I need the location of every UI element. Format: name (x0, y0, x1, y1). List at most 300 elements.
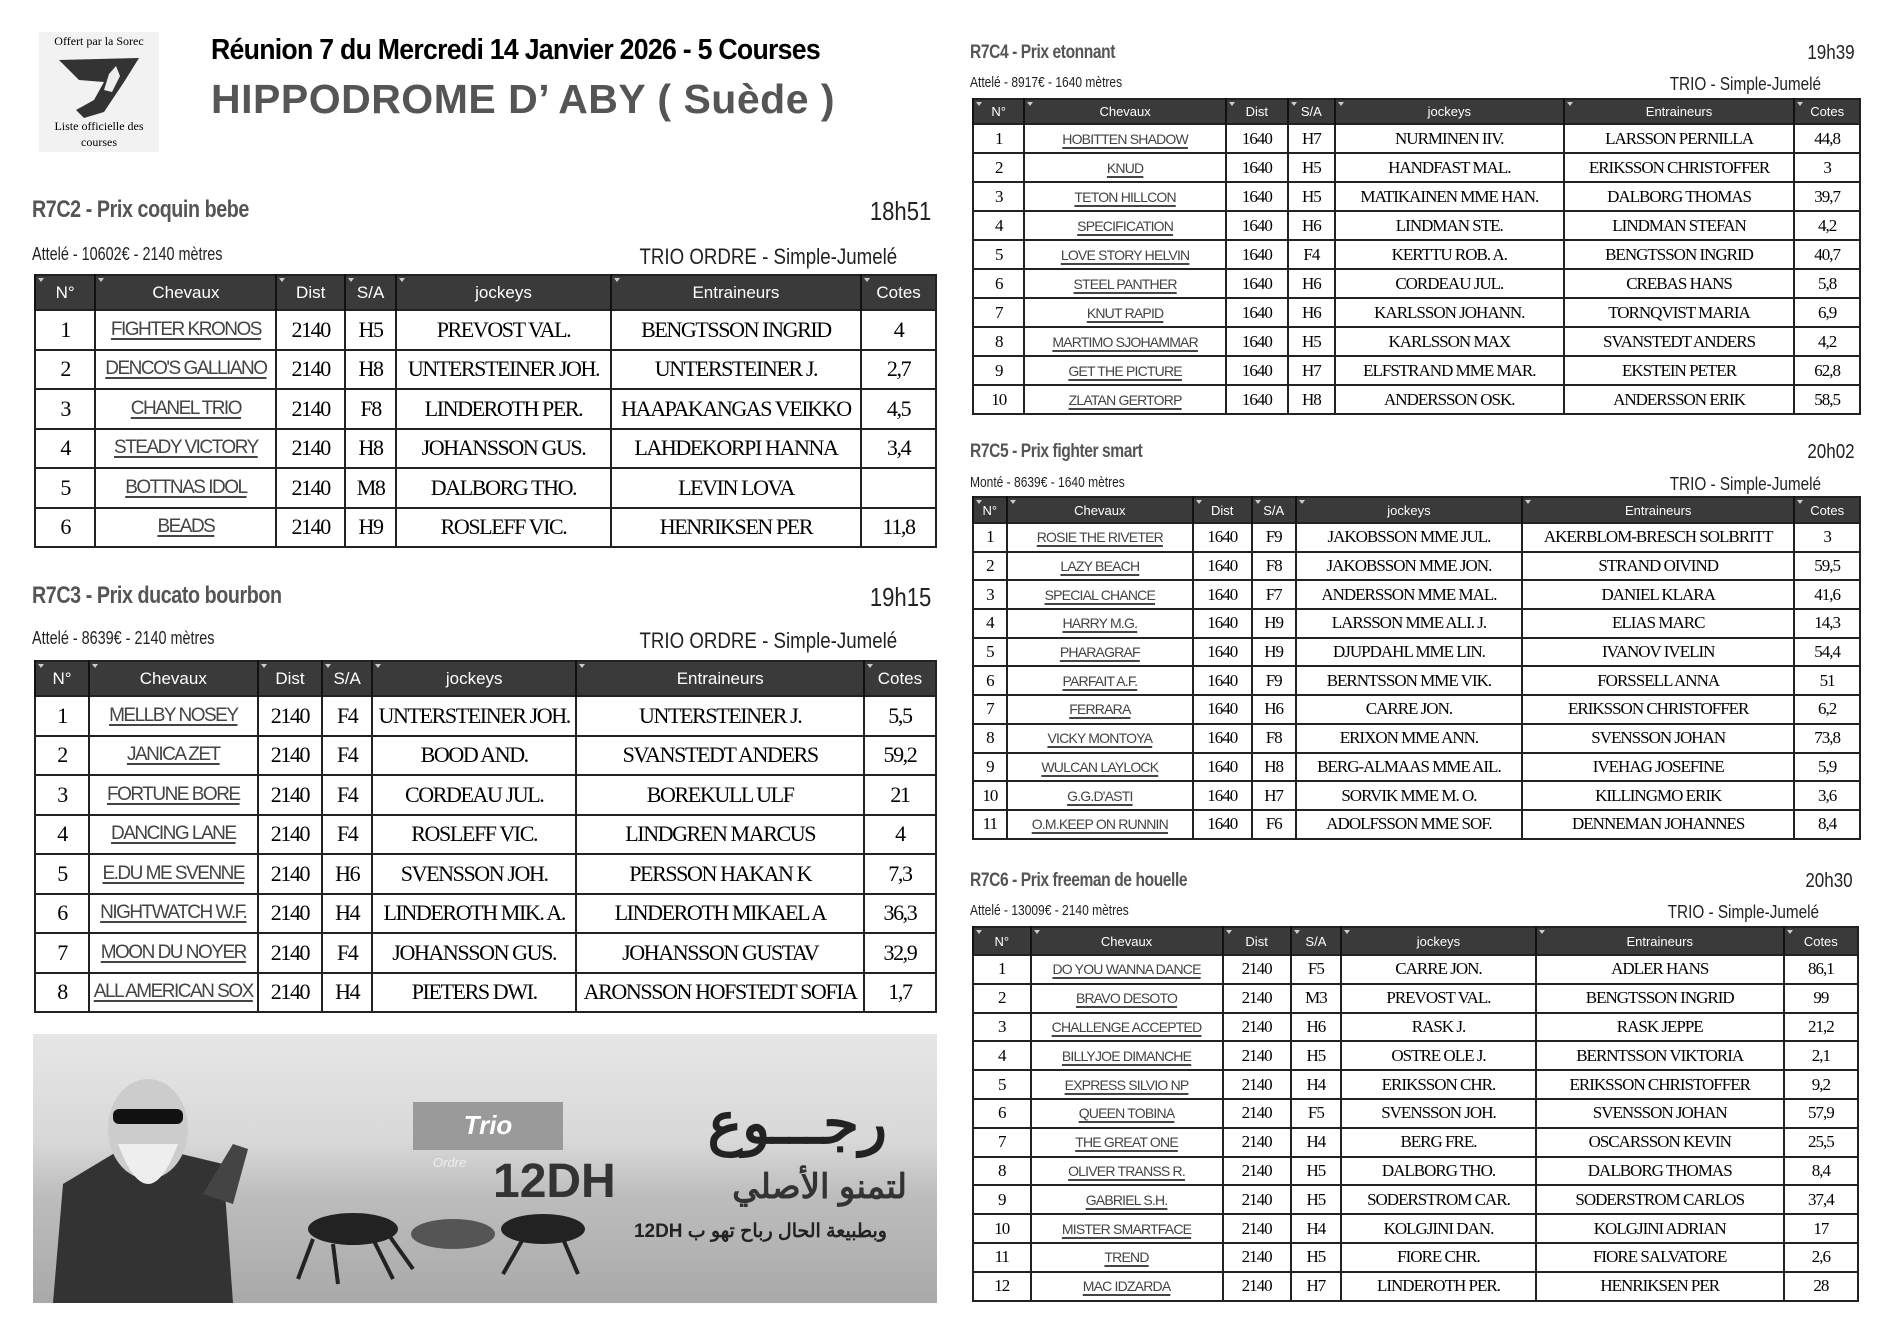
cell-num: 1 (973, 955, 1031, 984)
cell-trainer: BENGTSSON INGRID (1564, 240, 1795, 269)
cell-sa: F6 (1252, 810, 1296, 839)
cell-odds: 73,8 (1794, 724, 1860, 753)
cell-horse (1031, 955, 1223, 984)
cell-sa: H6 (1288, 298, 1335, 327)
table-row (973, 984, 1858, 1013)
cell-sa: H5 (1288, 327, 1335, 356)
cell-horse (89, 775, 257, 815)
horse-link[interactable]: ALL AMERICAN SOX (93, 981, 253, 1003)
banner-headline: رجـــوع (707, 1091, 887, 1156)
cell-sa: H7 (1252, 781, 1296, 810)
cell-dist: 2140 (1223, 1041, 1291, 1070)
trio-board: Trio (413, 1102, 563, 1150)
runners-table (972, 926, 1859, 1302)
horse-link[interactable]: STEADY VICTORY (114, 437, 258, 459)
table-row (973, 1070, 1858, 1099)
table-row (973, 298, 1860, 327)
horse-link[interactable]: DANCING LANE (111, 823, 236, 845)
cell-horse (1007, 724, 1193, 753)
cell-horse (1007, 523, 1193, 552)
table-row (973, 552, 1860, 581)
cell-jockey: SORVIK MME M. O. (1296, 781, 1522, 810)
cell-dist: 1640 (1193, 580, 1252, 609)
table-row (973, 580, 1860, 609)
horse-link[interactable]: PARFAIT A.F. (1062, 672, 1138, 689)
table-row (973, 781, 1860, 810)
column-header-jockey[interactable]: jockeys (1296, 497, 1522, 523)
horse-link[interactable]: MAC IDZARDA (1082, 1278, 1171, 1295)
horse-link[interactable]: STEEL PANTHER (1073, 275, 1177, 292)
cell-num: 5 (973, 1070, 1031, 1099)
cell-jockey: ELFSTRAND MME MAR. (1335, 356, 1564, 385)
cell-trainer: AKERBLOM-BRESCH SOLBRITT (1522, 523, 1794, 552)
column-header-dist[interactable]: Dist (258, 661, 323, 696)
table-row (973, 753, 1860, 782)
cell-odds: 11,8 (861, 508, 936, 548)
cell-horse (95, 350, 276, 390)
cell-num: 4 (35, 815, 89, 855)
horse-link[interactable]: DO YOU WANNA DANCE (1052, 961, 1201, 978)
race-time: 19h15 (869, 582, 931, 612)
column-header-num[interactable]: N° (35, 275, 95, 310)
promo-banner (33, 1034, 937, 1303)
column-header-horse[interactable]: Chevaux (95, 275, 276, 310)
cell-trainer: BENGTSSON INGRID (1536, 984, 1784, 1013)
horse-link[interactable]: CHANEL TRIO (130, 397, 241, 419)
table-row (35, 350, 936, 390)
column-header-sa[interactable]: S/A (345, 275, 396, 310)
table-row (35, 775, 936, 815)
cell-jockey: JAKOBSSON MME JUL. (1296, 523, 1522, 552)
cell-dist: 1640 (1226, 298, 1288, 327)
horse-link[interactable]: SPECIFICATION (1077, 217, 1174, 234)
cell-trainer: ERIKSSON CHRISTOFFER (1536, 1070, 1784, 1099)
horse-link[interactable]: OLIVER TRANSS R. (1068, 1162, 1185, 1179)
table-row (35, 310, 936, 350)
cell-trainer: FIORE SALVATORE (1536, 1243, 1784, 1272)
cell-jockey: DALBORG THO. (1341, 1157, 1536, 1186)
column-header-trainer[interactable]: Entraineurs (576, 661, 863, 696)
horse-link[interactable]: ZLATAN GERTORP (1068, 391, 1182, 408)
cell-num: 10 (973, 385, 1024, 414)
cell-jockey: KARLSSON MAX (1335, 327, 1564, 356)
cell-dist: 1640 (1193, 552, 1252, 581)
cell-sa: F8 (1252, 552, 1296, 581)
cell-trainer: DANIEL KLARA (1522, 580, 1794, 609)
horse-link[interactable]: MOON DU NOYER (100, 941, 246, 963)
logo-bottom-text: Liste officielle des courses (54, 119, 144, 149)
cell-num: 3 (35, 775, 89, 815)
cell-jockey: KOLGJINI DAN. (1341, 1214, 1536, 1243)
horse-link[interactable]: G.G.D'ASTI (1067, 787, 1133, 804)
cell-jockey: ERIXON MME ANN. (1296, 724, 1522, 753)
horse-link[interactable]: MARTIMO SJOHAMMAR (1052, 333, 1198, 350)
horse-link[interactable]: CHALLENGE ACCEPTED (1051, 1018, 1202, 1035)
cell-num: 7 (35, 933, 89, 973)
column-header-dist[interactable]: Dist (1223, 927, 1291, 955)
race-info: Attelé - 8639€ - 2140 mètres (32, 628, 215, 648)
horse-link[interactable]: KNUT RAPID (1086, 304, 1164, 321)
cell-trainer: CREBAS HANS (1564, 269, 1795, 298)
column-header-horse[interactable]: Chevaux (1024, 99, 1225, 124)
cell-dist: 2140 (1223, 1157, 1291, 1186)
column-header-jockey[interactable]: jockeys (396, 275, 610, 310)
race-title: R7C4 - Prix etonnant (970, 42, 1116, 63)
cell-sa: H6 (322, 854, 372, 894)
horse-link[interactable]: WULCAN LAYLOCK (1041, 758, 1159, 775)
horse-link[interactable]: LOVE STORY HELVIN (1060, 246, 1190, 263)
column-header-odds[interactable]: Cotes (864, 661, 936, 696)
cell-num: 5 (973, 638, 1007, 667)
cell-odds: 4 (864, 815, 936, 855)
cell-dist: 2140 (276, 508, 344, 548)
cell-num: 2 (35, 350, 95, 390)
table-header (35, 275, 936, 310)
cell-sa: H4 (1291, 1070, 1341, 1099)
cell-trainer: LARSSON PERNILLA (1564, 124, 1795, 153)
cell-sa: H7 (1288, 124, 1335, 153)
horse-link[interactable]: SPECIAL CHANCE (1044, 586, 1156, 603)
cell-odds: 41,6 (1794, 580, 1860, 609)
banner-line2: لتمنو الأصلي (732, 1168, 907, 1206)
cell-num: 1 (973, 124, 1024, 153)
cell-sa: H9 (1252, 609, 1296, 638)
table-row (973, 724, 1860, 753)
cell-jockey: CARRE JON. (1296, 695, 1522, 724)
cell-dist: 1640 (1226, 240, 1288, 269)
horse-link[interactable]: TREND (1104, 1249, 1149, 1266)
cell-num: 8 (973, 327, 1024, 356)
horse-link[interactable]: HOBITTEN SHADOW (1062, 130, 1188, 147)
column-header-trainer[interactable]: Entraineurs (1522, 497, 1794, 523)
cell-sa: H5 (1291, 1243, 1341, 1272)
table-row (35, 389, 936, 429)
cell-dist: 1640 (1193, 810, 1252, 839)
cell-dist: 2140 (1223, 984, 1291, 1013)
cell-sa: H5 (1291, 1157, 1341, 1186)
column-header-jockey[interactable]: jockeys (372, 661, 577, 696)
cell-dist: 2140 (258, 854, 323, 894)
table-row (973, 1157, 1858, 1186)
column-header-odds[interactable]: Cotes (1784, 927, 1858, 955)
cell-trainer: DALBORG THOMAS (1564, 182, 1795, 211)
banner-price: 12DH (493, 1155, 616, 1208)
column-header-jockey[interactable]: jockeys (1341, 927, 1536, 955)
cell-odds: 59,2 (864, 736, 936, 776)
cell-num: 4 (973, 1041, 1031, 1070)
cell-odds: 21 (864, 775, 936, 815)
column-header-trainer[interactable]: Entraineurs (1536, 927, 1784, 955)
cell-horse (1007, 552, 1193, 581)
table-row (35, 508, 936, 548)
cell-horse (1031, 1185, 1223, 1214)
horse-link[interactable]: GABRIEL S.H. (1085, 1191, 1168, 1208)
cell-odds: 3,4 (861, 429, 936, 469)
column-header-sa[interactable]: S/A (1252, 497, 1296, 523)
cell-odds: 44,8 (1794, 124, 1860, 153)
race-bet-types: TRIO - Simple-Jumelé (1669, 74, 1821, 94)
cell-trainer: SVENSSON JOHAN (1536, 1099, 1784, 1128)
cell-trainer: ARONSSON HOFSTEDT SOFIA (576, 973, 863, 1013)
cell-dist: 2140 (276, 310, 344, 350)
column-header-num[interactable]: N° (973, 497, 1007, 523)
cell-jockey: CARRE JON. (1341, 955, 1536, 984)
column-header-horse[interactable]: Chevaux (89, 661, 257, 696)
table-header (35, 661, 936, 696)
cell-horse (89, 933, 257, 973)
race-info: Attelé - 13009€ - 2140 mètres (970, 902, 1129, 919)
cell-num: 3 (973, 580, 1007, 609)
cell-trainer: HAAPAKANGAS VEIKKO (611, 389, 861, 429)
cell-dist: 2140 (1223, 1243, 1291, 1272)
cell-jockey: ROSLEFF VIC. (396, 508, 610, 548)
cell-dist: 1640 (1193, 523, 1252, 552)
cell-dist: 1640 (1226, 356, 1288, 385)
cell-odds: 3,6 (1794, 781, 1860, 810)
cell-num: 7 (973, 298, 1024, 327)
cell-odds: 4,2 (1794, 327, 1860, 356)
cell-num: 5 (973, 240, 1024, 269)
table-row (973, 327, 1860, 356)
horse-link[interactable]: O.M.KEEP ON RUNNIN (1031, 816, 1168, 833)
horse-link[interactable]: ROSIE THE RIVETER (1036, 529, 1163, 546)
column-header-num[interactable]: N° (973, 99, 1024, 124)
table-row (973, 182, 1860, 211)
horse-link[interactable]: TETON HILLCON (1074, 188, 1176, 205)
horse-link[interactable]: MELLBY NOSEY (109, 704, 238, 726)
cell-horse (1007, 781, 1193, 810)
column-header-odds[interactable]: Cotes (1794, 497, 1860, 523)
horse-link[interactable]: PHARAGRAF (1059, 644, 1140, 661)
table-row (973, 695, 1860, 724)
horse-link[interactable]: DENCO'S GALLIANO (105, 358, 267, 380)
column-header-odds[interactable]: Cotes (1794, 99, 1860, 124)
column-header-odds[interactable]: Cotes (861, 275, 936, 310)
cell-num: 3 (35, 389, 95, 429)
table-row (973, 211, 1860, 240)
cell-trainer: IVEHAG JOSEFINE (1522, 753, 1794, 782)
column-header-dist[interactable]: Dist (1226, 99, 1288, 124)
horse-link[interactable]: BRAVO DESOTO (1075, 990, 1178, 1007)
cell-dist: 2140 (258, 736, 323, 776)
cell-trainer: UNTERSTEINER J. (611, 350, 861, 390)
cell-dist: 1640 (1226, 211, 1288, 240)
cell-dist: 2140 (258, 775, 323, 815)
column-header-sa[interactable]: S/A (322, 661, 372, 696)
table-header (973, 927, 1858, 955)
cell-trainer: ADLER HANS (1536, 955, 1784, 984)
horse-link[interactable]: NIGHTWATCH W.F. (100, 902, 247, 924)
cell-sa: H4 (1291, 1214, 1341, 1243)
cell-jockey: KARLSSON JOHANN. (1335, 298, 1564, 327)
cell-trainer: BOREKULL ULF (576, 775, 863, 815)
cell-num: 7 (973, 1128, 1031, 1157)
cell-dist: 2140 (258, 815, 323, 855)
cell-jockey: LINDEROTH PER. (396, 389, 610, 429)
horse-link[interactable]: LAZY BEACH (1060, 558, 1140, 575)
horse-link[interactable]: HARRY M.G. (1062, 615, 1138, 632)
meeting-title: Réunion 7 du Mercredi 14 Janvier 2026 - 5 Courses (211, 34, 820, 66)
cell-dist: 1640 (1193, 609, 1252, 638)
cell-dist: 1640 (1193, 695, 1252, 724)
table-row (973, 609, 1860, 638)
cell-jockey: LINDEROTH MIK. A. (372, 894, 577, 934)
cell-sa: H8 (345, 429, 396, 469)
column-header-num[interactable]: N° (973, 927, 1031, 955)
cell-horse (1024, 298, 1225, 327)
cell-jockey: PREVOST VAL. (1341, 984, 1536, 1013)
column-header-jockey[interactable]: jockeys (1335, 99, 1564, 124)
cell-sa: H4 (322, 973, 372, 1013)
column-header-sa[interactable]: S/A (1291, 927, 1341, 955)
horse-link[interactable]: QUEEN TOBINA (1078, 1105, 1175, 1122)
horse-link[interactable]: BILLYJOE DIMANCHE (1061, 1047, 1192, 1064)
horse-link[interactable]: BEADS (157, 516, 215, 538)
cell-horse (89, 973, 257, 1013)
cell-horse (95, 310, 276, 350)
column-header-sa[interactable]: S/A (1288, 99, 1335, 124)
cell-num: 2 (973, 153, 1024, 182)
cell-horse (95, 389, 276, 429)
cell-trainer: LAHDEKORPI HANNA (611, 429, 861, 469)
horse-head-icon (54, 52, 144, 122)
horse-link[interactable]: VICKY MONTOYA (1047, 730, 1153, 747)
cell-odds: 40,7 (1794, 240, 1860, 269)
cell-odds: 62,8 (1794, 356, 1860, 385)
racing-horses-icon (298, 1213, 585, 1284)
table-row (35, 933, 936, 973)
cell-jockey: PREVOST VAL. (396, 310, 610, 350)
cell-num: 1 (35, 310, 95, 350)
cell-jockey: HANDFAST MAL. (1335, 153, 1564, 182)
table-row (973, 955, 1858, 984)
cell-dist: 2140 (1223, 1272, 1291, 1301)
table-row (973, 1214, 1858, 1243)
cell-num: 4 (973, 211, 1024, 240)
cell-dist: 2140 (258, 933, 323, 973)
cell-jockey: DJUPDAHL MME LIN. (1296, 638, 1522, 667)
cell-jockey: ERIKSSON CHR. (1341, 1070, 1536, 1099)
column-header-trainer[interactable]: Entraineurs (1564, 99, 1795, 124)
cell-dist: 2140 (258, 894, 323, 934)
cell-odds: 4,2 (1794, 211, 1860, 240)
column-header-dist[interactable]: Dist (276, 275, 344, 310)
cell-dist: 2140 (276, 389, 344, 429)
cell-num: 2 (35, 736, 89, 776)
cell-sa: F4 (322, 933, 372, 973)
cell-odds: 2,1 (1784, 1041, 1858, 1070)
cell-trainer: SVENSSON JOHAN (1522, 724, 1794, 753)
race-bet-types: TRIO ORDRE - Simple-Jumelé (639, 628, 897, 653)
cell-dist: 1640 (1226, 182, 1288, 211)
cell-trainer: KOLGJINI ADRIAN (1536, 1214, 1784, 1243)
column-header-horse[interactable]: Chevaux (1031, 927, 1223, 955)
horse-link[interactable]: KNUD (1106, 159, 1144, 176)
horse-link[interactable]: FERRARA (1069, 701, 1131, 718)
table-row (35, 468, 936, 508)
cell-odds: 5,9 (1794, 753, 1860, 782)
cell-sa: M3 (1291, 984, 1341, 1013)
cell-odds: 28 (1784, 1272, 1858, 1301)
cell-dist: 2140 (258, 696, 323, 736)
horse-link[interactable]: BOTTNAS IDOL (125, 476, 247, 498)
column-header-num[interactable]: N° (35, 661, 89, 696)
cell-trainer: STRAND OIVIND (1522, 552, 1794, 581)
cell-odds: 3 (1794, 523, 1860, 552)
table-row (973, 638, 1860, 667)
cell-odds: 36,3 (864, 894, 936, 934)
cell-jockey: DALBORG THO. (396, 468, 610, 508)
cell-sa: H5 (345, 310, 396, 350)
horse-link[interactable]: FIGHTER KRONOS (110, 318, 261, 340)
cell-num: 4 (973, 609, 1007, 638)
cell-odds: 86,1 (1784, 955, 1858, 984)
horse-link[interactable]: MISTER SMARTFACE (1061, 1220, 1192, 1237)
cell-trainer: BENGTSSON INGRID (611, 310, 861, 350)
table-header (973, 99, 1860, 124)
cell-horse (1031, 1070, 1223, 1099)
runners-table (34, 274, 937, 548)
horse-link[interactable]: GET THE PICTURE (1068, 362, 1182, 379)
cell-sa: H6 (1252, 695, 1296, 724)
cell-dist: 1640 (1193, 753, 1252, 782)
cell-num: 8 (35, 973, 89, 1013)
cell-dist: 1640 (1226, 153, 1288, 182)
cell-sa: H8 (1288, 385, 1335, 414)
column-header-horse[interactable]: Chevaux (1007, 497, 1193, 523)
cell-jockey: OSTRE OLE J. (1341, 1041, 1536, 1070)
cell-sa: H6 (1291, 1013, 1341, 1042)
cell-horse (95, 429, 276, 469)
race-info: Monté - 8639€ - 1640 mètres (970, 474, 1125, 491)
cell-dist: 2140 (276, 350, 344, 390)
cell-sa: F4 (322, 696, 372, 736)
horse-link[interactable]: FORTUNE BORE (106, 783, 240, 805)
table-header (973, 497, 1860, 523)
cell-jockey: BERG FRE. (1341, 1128, 1536, 1157)
horse-link[interactable]: JANICA ZET (126, 744, 220, 766)
cell-dist: 1640 (1193, 638, 1252, 667)
cell-jockey: UNTERSTEINER JOH. (396, 350, 610, 390)
horse-link[interactable]: E.DU ME SVENNE (102, 862, 245, 884)
cell-num: 11 (973, 810, 1007, 839)
table-row (973, 153, 1860, 182)
race-bet-types: TRIO - Simple-Jumelé (1667, 902, 1819, 922)
cell-jockey: LINDMAN STE. (1335, 211, 1564, 240)
cell-odds: 2,6 (1784, 1243, 1858, 1272)
cell-num: 3 (973, 182, 1024, 211)
cell-sa: F4 (322, 815, 372, 855)
cell-sa: H9 (1252, 638, 1296, 667)
cell-odds: 14,3 (1794, 609, 1860, 638)
cell-horse (1007, 638, 1193, 667)
cell-trainer: SVANSTEDT ANDERS (1564, 327, 1795, 356)
table-row (973, 1185, 1858, 1214)
table-row (973, 666, 1860, 695)
cell-odds: 21,2 (1784, 1013, 1858, 1042)
cell-horse (1031, 1128, 1223, 1157)
cell-trainer: DALBORG THOMAS (1536, 1157, 1784, 1186)
column-header-dist[interactable]: Dist (1193, 497, 1252, 523)
horse-link[interactable]: EXPRESS SILVIO NP (1064, 1076, 1189, 1093)
horse-link[interactable]: THE GREAT ONE (1075, 1134, 1178, 1151)
cell-num: 5 (35, 854, 89, 894)
column-header-trainer[interactable]: Entraineurs (611, 275, 861, 310)
cell-trainer: LEVIN LOVA (611, 468, 861, 508)
cell-horse (1031, 1243, 1223, 1272)
cell-odds: 99 (1784, 984, 1858, 1013)
cell-odds: 17 (1784, 1214, 1858, 1243)
